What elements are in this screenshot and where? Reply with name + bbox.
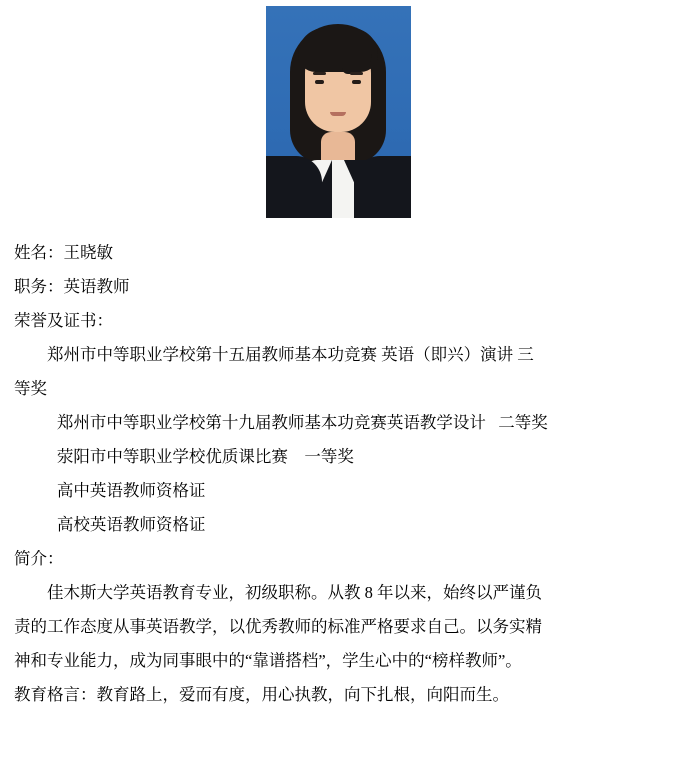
intro-line: 教育格言：教育路上，爱而有度，用心执教，向下扎根，向阳而生。: [14, 685, 509, 704]
name-line: 姓名：王晓敏: [14, 243, 113, 262]
honor-item: 郑州市中等职业学校第十九届教师基本功竞赛英语教学设计 二等奖: [56, 413, 548, 432]
honor-item: 高中英语教师资格证: [56, 481, 206, 500]
portrait-lapel-right: [344, 160, 370, 218]
honor-item: 荥阳市中等职业学校优质课比赛 一等奖: [56, 447, 354, 466]
profile-text-block: [14, 218, 662, 712]
portrait-eye-right: [352, 80, 361, 84]
portrait-brow-right: [350, 72, 363, 75]
portrait-mouth: [330, 112, 346, 116]
portrait-eye-left: [315, 80, 324, 84]
intro-line: 神和专业能力，成为同事眼中的“靠谱搭档”，学生心中的“榜样教师”。: [14, 651, 522, 670]
honor-item: 等奖: [14, 379, 47, 398]
honor-item: 高校英语教师资格证: [56, 515, 206, 534]
intro-line: 佳木斯大学英语教育专业，初级职称。从教 8 年以来，始终以严谨负: [47, 583, 542, 602]
photo-container: [14, 0, 662, 218]
honor-item: 郑州市中等职业学校第十五届教师基本功竞赛 英语（即兴）演讲 三: [47, 345, 534, 364]
portrait-brow-left: [313, 72, 326, 75]
honors-heading: 荣誉及证书：: [14, 311, 113, 330]
intro-heading: 简介：: [14, 549, 64, 568]
portrait-photo: [266, 6, 411, 218]
portrait-lapel-left: [306, 160, 332, 218]
intro-line: 责的工作态度从事英语教学，以优秀教师的标准严格要求自己。以务实精: [14, 617, 542, 636]
job-title-line: 职务：英语教师: [14, 277, 130, 296]
portrait-fringe: [298, 28, 378, 72]
